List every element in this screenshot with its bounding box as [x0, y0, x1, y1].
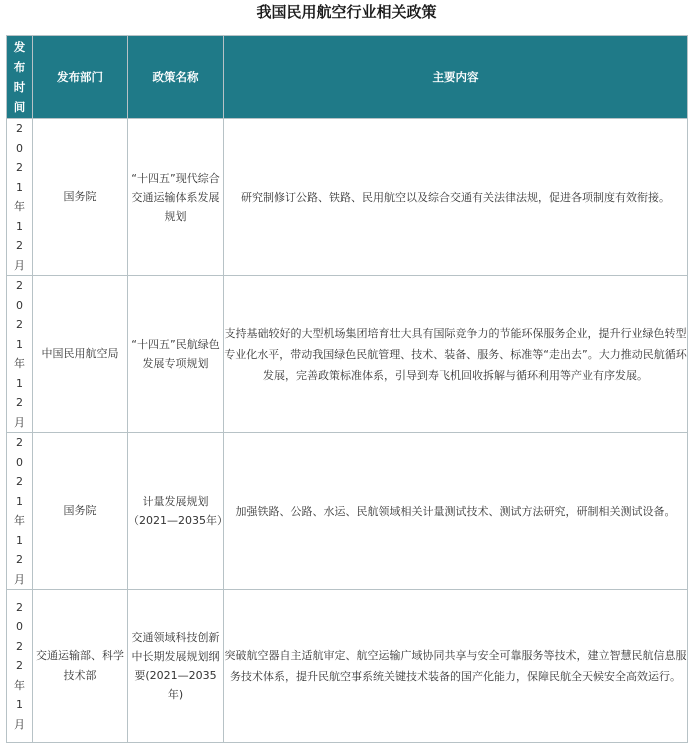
vertical-char: 月 — [14, 572, 25, 586]
vertical-char: 1 — [16, 698, 23, 712]
table-row — [7, 276, 688, 433]
vertical-char: 0 — [16, 455, 23, 469]
vertical-char: 时 — [13, 80, 26, 94]
vertical-char: 1 — [16, 180, 23, 194]
vertical-char: 2 — [16, 436, 23, 449]
vertical-char: 2 — [16, 279, 23, 292]
policy-cell: “十四五”现代综合交通运输体系发展规划 — [128, 119, 224, 276]
vertical-char: 年 — [14, 514, 25, 527]
content-cell: 加强铁路、公路、水运、民航领域相关计量测试技术、测试方法研究，研制相关测试设备。 — [224, 433, 688, 590]
vertical-char: 1 — [16, 376, 23, 390]
content-cell: 研究制修订公路、铁路、民用航空以及综合交通有关法律法规，促进各项制度有效衔接。 — [224, 119, 688, 276]
vertical-char: 2 — [16, 475, 23, 488]
policy-cell: “十四五”民航绿色发展专项规划 — [128, 276, 224, 433]
vertical-char: 布 — [13, 60, 26, 74]
vertical-char: 0 — [16, 620, 23, 634]
header-date — [7, 36, 33, 119]
vertical-char: 1 — [16, 337, 23, 351]
dept-cell: 中国民用航空局 — [33, 276, 128, 433]
table-row — [7, 590, 688, 743]
vertical-char: 2 — [16, 659, 23, 673]
vertical-char: 0 — [16, 141, 23, 155]
vertical-char: 0 — [16, 298, 23, 312]
dept-cell: 国务院 — [33, 433, 128, 590]
header-dept: 发布部门 — [33, 36, 128, 119]
policy-table — [6, 35, 688, 743]
vertical-char: 2 — [16, 553, 23, 566]
date-cell — [7, 590, 33, 743]
content-cell: 支持基础较好的大型机场集团培育壮大具有国际竞争力的节能环保服务企业，提升行业绿色转型专业化水平，带动我国绿色民航管理、技术、装备、服务、标准等“走出去”。大力推动民航循环发展，完善政策标准体系，引导到寿飞机回收拆解与循环利用等产业有序发展。 — [224, 276, 688, 433]
vertical-char: 2 — [16, 161, 23, 174]
header-content: 主要内容 — [224, 36, 688, 119]
vertical-char: 月 — [14, 258, 25, 272]
page-title: 我国民用航空行业相关政策 — [256, 3, 437, 21]
table-row — [7, 119, 688, 276]
vertical-char: 年 — [14, 200, 25, 213]
vertical-char: 1 — [16, 533, 23, 547]
dept-cell: 交通运输部、科学技术部 — [33, 590, 128, 743]
date-cell — [7, 276, 33, 433]
vertical-char: 年 — [14, 678, 25, 692]
vertical-char: 2 — [16, 600, 23, 614]
table-row — [7, 433, 688, 590]
policy-cell: 交通领域科技创新中长期发展规划纲要(2021—2035年) — [128, 590, 224, 743]
vertical-char: 2 — [16, 239, 23, 252]
table-header-row — [7, 36, 688, 119]
vertical-char: 月 — [14, 415, 25, 429]
vertical-char: 2 — [16, 396, 23, 409]
vertical-char: 2 — [16, 122, 23, 135]
vertical-char: 2 — [16, 318, 23, 331]
header-policy: 政策名称 — [128, 36, 224, 119]
vertical-char: 月 — [14, 717, 25, 731]
policy-cell: 计量发展规划（2021—2035年） — [128, 433, 224, 590]
vertical-char: 发 — [13, 40, 26, 54]
vertical-char: 1 — [16, 219, 23, 233]
content-cell: 突破航空器自主适航审定、航空运输广域协同共享与安全可靠服务等技术，建立智慧民航信息服务技术体系，提升民航空事系统关键技术装备的国产化能力，保障民航全天候安全高效运行。 — [224, 590, 688, 743]
vertical-char: 1 — [16, 494, 23, 508]
vertical-char: 2 — [16, 639, 23, 653]
dept-cell: 国务院 — [33, 119, 128, 276]
date-cell — [7, 119, 33, 276]
date-cell — [7, 433, 33, 590]
vertical-char: 间 — [13, 100, 26, 114]
vertical-char: 年 — [14, 357, 25, 370]
